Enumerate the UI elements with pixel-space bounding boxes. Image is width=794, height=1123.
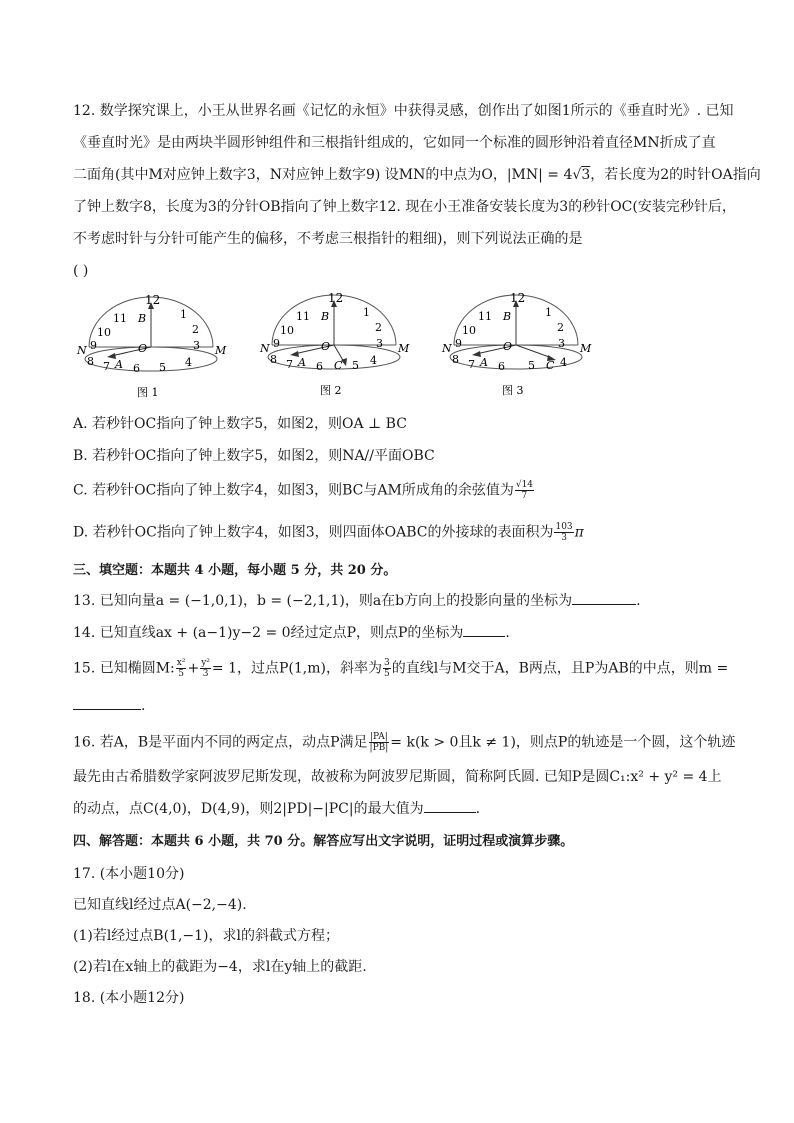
q17-stem: 已知直线l经过点A(−2,−4). (73, 897, 247, 913)
q15-end: . (141, 698, 146, 714)
fraction-denominator: 5 (383, 669, 390, 679)
clock-num-7: 7 (468, 358, 475, 371)
clock-num-6: 6 (133, 362, 140, 375)
q14-end: . (505, 625, 510, 641)
clock-num-11: 11 (296, 310, 310, 323)
clock-num-10: 10 (462, 324, 476, 337)
q17-heading: 17. (本小题10分) (73, 866, 185, 882)
label-b: B (138, 312, 147, 325)
clock-num-10: 10 (280, 324, 294, 337)
fraction-numerator: 3 (383, 658, 390, 668)
clock-num-7: 7 (103, 360, 110, 373)
clock-num-10: 10 (97, 326, 111, 339)
label-a: A (480, 356, 488, 369)
figure-caption: 图 2 (320, 384, 342, 397)
clock-num-6: 6 (316, 360, 323, 373)
option-a: A. 若秒针OC指向了钟上数字5，如图2，则OA ⊥ BC (73, 416, 407, 432)
q15-y-fraction (200, 658, 211, 679)
q16-text-a: 16. 若A，B是平面内不同的两定点，动点P满足 (73, 734, 368, 751)
label-n: N (77, 344, 87, 357)
sqrt-symbol: √ (572, 167, 582, 183)
answer-blank (572, 592, 636, 605)
clock-num-8: 8 (270, 353, 277, 366)
clock-num-2: 2 (375, 321, 382, 334)
section-3-heading: 三、填空题：本题共 4 小题，每小题 5 分，共 20 分。 (73, 563, 397, 578)
fraction-numerator: 103 (555, 522, 573, 532)
label-c: C (334, 359, 343, 372)
clock-num-4: 4 (185, 356, 192, 369)
clock-diagram-3 (440, 292, 590, 404)
clock-num-4: 4 (560, 356, 567, 369)
clock-num-2: 2 (557, 321, 564, 334)
q18-heading: 18. (本小题12分) (73, 990, 185, 1006)
q15-text-b: = 1，过点P(1,m)，斜率为 (211, 660, 382, 677)
clock-num-8: 8 (452, 353, 459, 366)
label-a: A (298, 356, 306, 369)
label-b: B (321, 310, 330, 323)
fraction-denominator: 3 (561, 533, 567, 543)
q13-text: 13. 已知向量a = (−1,0,1)，b = (−2,1,1)，则a在b方向上的投影向量的坐标为 (73, 593, 573, 609)
q12-answer-paren: ( ) (73, 263, 89, 279)
q14 (73, 623, 510, 643)
clock-num-4: 4 (370, 354, 377, 367)
option-c-text: C. 若秒针OC指向了钟上数字4，如图3，则BC与AM所成角的余弦值为 (73, 482, 514, 499)
clock-diagram-2 (258, 292, 408, 404)
option-c (73, 480, 535, 501)
q15-x-fraction (176, 658, 187, 679)
figure-caption: 图 3 (502, 384, 524, 397)
clock-num-1: 1 (180, 308, 187, 321)
q15 (73, 658, 728, 679)
answer-blank (73, 697, 141, 710)
q16-line-3-text: 的动点，点C(4,0)，D(4,9)，则2|PD|−|PC|的最大值为 (73, 801, 424, 817)
clock-num-5: 5 (352, 359, 359, 372)
clock-num-12: 12 (510, 291, 526, 305)
option-d-fraction (554, 522, 573, 543)
figure-caption: 图 1 (137, 386, 159, 399)
q16-line-3 (73, 799, 480, 819)
label-b: B (503, 310, 512, 323)
label-m: M (215, 344, 227, 357)
clock-diagram-1 (75, 292, 225, 404)
figure-3 (440, 292, 590, 404)
clock-num-12: 12 (145, 293, 161, 307)
q17-part-1: (1)若l经过点B(1,−1)，求l的斜截式方程； (73, 928, 339, 944)
answer-blank (463, 624, 505, 637)
clock-num-9: 9 (90, 339, 97, 352)
q13 (73, 591, 641, 611)
clock-num-7: 7 (286, 358, 293, 371)
clock-num-6: 6 (498, 360, 505, 373)
q15-slope-fraction (383, 658, 391, 679)
section-4-heading: 四、解答题：本题共 6 小题，共 70 分。解答应写出文字说明，证明过程或演算步骤。 (73, 834, 574, 849)
fraction-denominator: |PB| (369, 743, 389, 753)
clock-num-11: 11 (113, 312, 127, 325)
clock-num-3: 3 (558, 337, 565, 350)
clock-num-2: 2 (192, 323, 199, 336)
q12-line-4: 了钟上数字8，长度为3的分针OB指向了钟上数字12. 现在小王准备安装长度为3的秒针OC(安装完秒针后， (73, 199, 736, 215)
figure-1 (75, 292, 225, 404)
q12-line-3 (73, 165, 761, 185)
fraction-denominator: 5 (178, 669, 184, 679)
q16-ratio-fraction (369, 732, 390, 753)
label-m: M (580, 342, 592, 355)
option-d (73, 522, 584, 543)
q16-line-2: 最先由古希腊数学家阿波罗尼斯发现，故被称为阿波罗尼斯圆，简称阿氏圆. 已知P是圆C₁:x² + y² = 4上 (73, 769, 722, 785)
clock-num-5: 5 (159, 361, 166, 374)
clock-num-3: 3 (193, 339, 200, 352)
q16-end: . (475, 801, 481, 817)
q16-line-1 (73, 732, 735, 753)
fraction-numerator: x² (176, 658, 186, 668)
label-m: M (398, 342, 410, 355)
label-c: C (546, 359, 555, 372)
clock-num-9: 9 (455, 337, 462, 350)
q12-line-2: 《垂直时光》是由两块半圆形钟组件和三根指针组成的，它如同一个标准的圆形钟沿着直径MN折成了直 (73, 135, 716, 151)
label-o: O (321, 340, 331, 353)
label-a: A (115, 358, 123, 371)
clock-num-9: 9 (273, 337, 280, 350)
q16-text-b: = k(k > 0且k ≠ 1)，则点P的轨迹是一个圆，这个轨迹 (390, 734, 736, 751)
clock-num-8: 8 (87, 355, 94, 368)
fraction-denominator: 3 (202, 669, 209, 679)
label-o: O (138, 342, 148, 355)
q15-plus: + (187, 660, 200, 677)
clock-figures (75, 292, 595, 404)
q15-answer-line (73, 696, 145, 716)
fraction-numerator: y² (201, 658, 210, 668)
fraction-numerator: √14 (515, 480, 534, 490)
option-d-text: D. 若秒针OC指向了钟上数字4，如图3，则四面体OABC的外接球的表面积为 (73, 524, 554, 541)
pi-symbol: π (574, 524, 584, 541)
q15-text-c: 的直线l与M交于A，B两点，且P为AB的中点，则m = (391, 660, 729, 677)
q13-end: . (636, 593, 641, 609)
clock-num-3: 3 (376, 337, 383, 350)
sqrt-radicand: 3 (581, 167, 591, 183)
fraction-numerator: |PA| (370, 732, 388, 742)
figure-2 (258, 292, 408, 404)
q12-line-1: 12. 数学探究课上，小王从世界名画《记忆的永恒》中获得灵感，创作出了如图1所示的《垂直时光》. 已知 (73, 103, 734, 119)
clock-num-11: 11 (478, 310, 492, 323)
clock-num-1: 1 (545, 306, 552, 319)
option-c-fraction (515, 480, 534, 501)
clock-num-12: 12 (328, 291, 344, 305)
answer-blank (424, 800, 476, 813)
q12-line-3-a: 二面角(其中M对应钟上数字3，N对应钟上数字9) 设MN的中点为O，|MN| = 4 (73, 167, 573, 183)
q14-text: 14. 已知直线ax + (a−1)y−2 = 0经过定点P，则点P的坐标为 (73, 625, 464, 641)
label-o: O (503, 340, 513, 353)
option-b: B. 若秒针OC指向了钟上数字5，如图2，则NA//平面OBC (73, 448, 435, 464)
q12-line-5: 不考虑时针与分针可能产生的偏移，不考虑三根指针的粗细)，则下列说法正确的是 (73, 231, 583, 247)
fraction-denominator: 7 (521, 491, 528, 501)
clock-num-5: 5 (528, 359, 535, 372)
q15-text-a: 15. 已知椭圆M: (73, 660, 175, 677)
q12-line-3-b: ，若长度为2的时针OA指向 (590, 167, 761, 183)
clock-num-1: 1 (363, 306, 370, 319)
label-n: N (260, 342, 270, 355)
q17-part-2: (2)若l在x轴上的截距为−4，求l在y轴上的截距. (73, 959, 367, 975)
label-n: N (442, 342, 452, 355)
